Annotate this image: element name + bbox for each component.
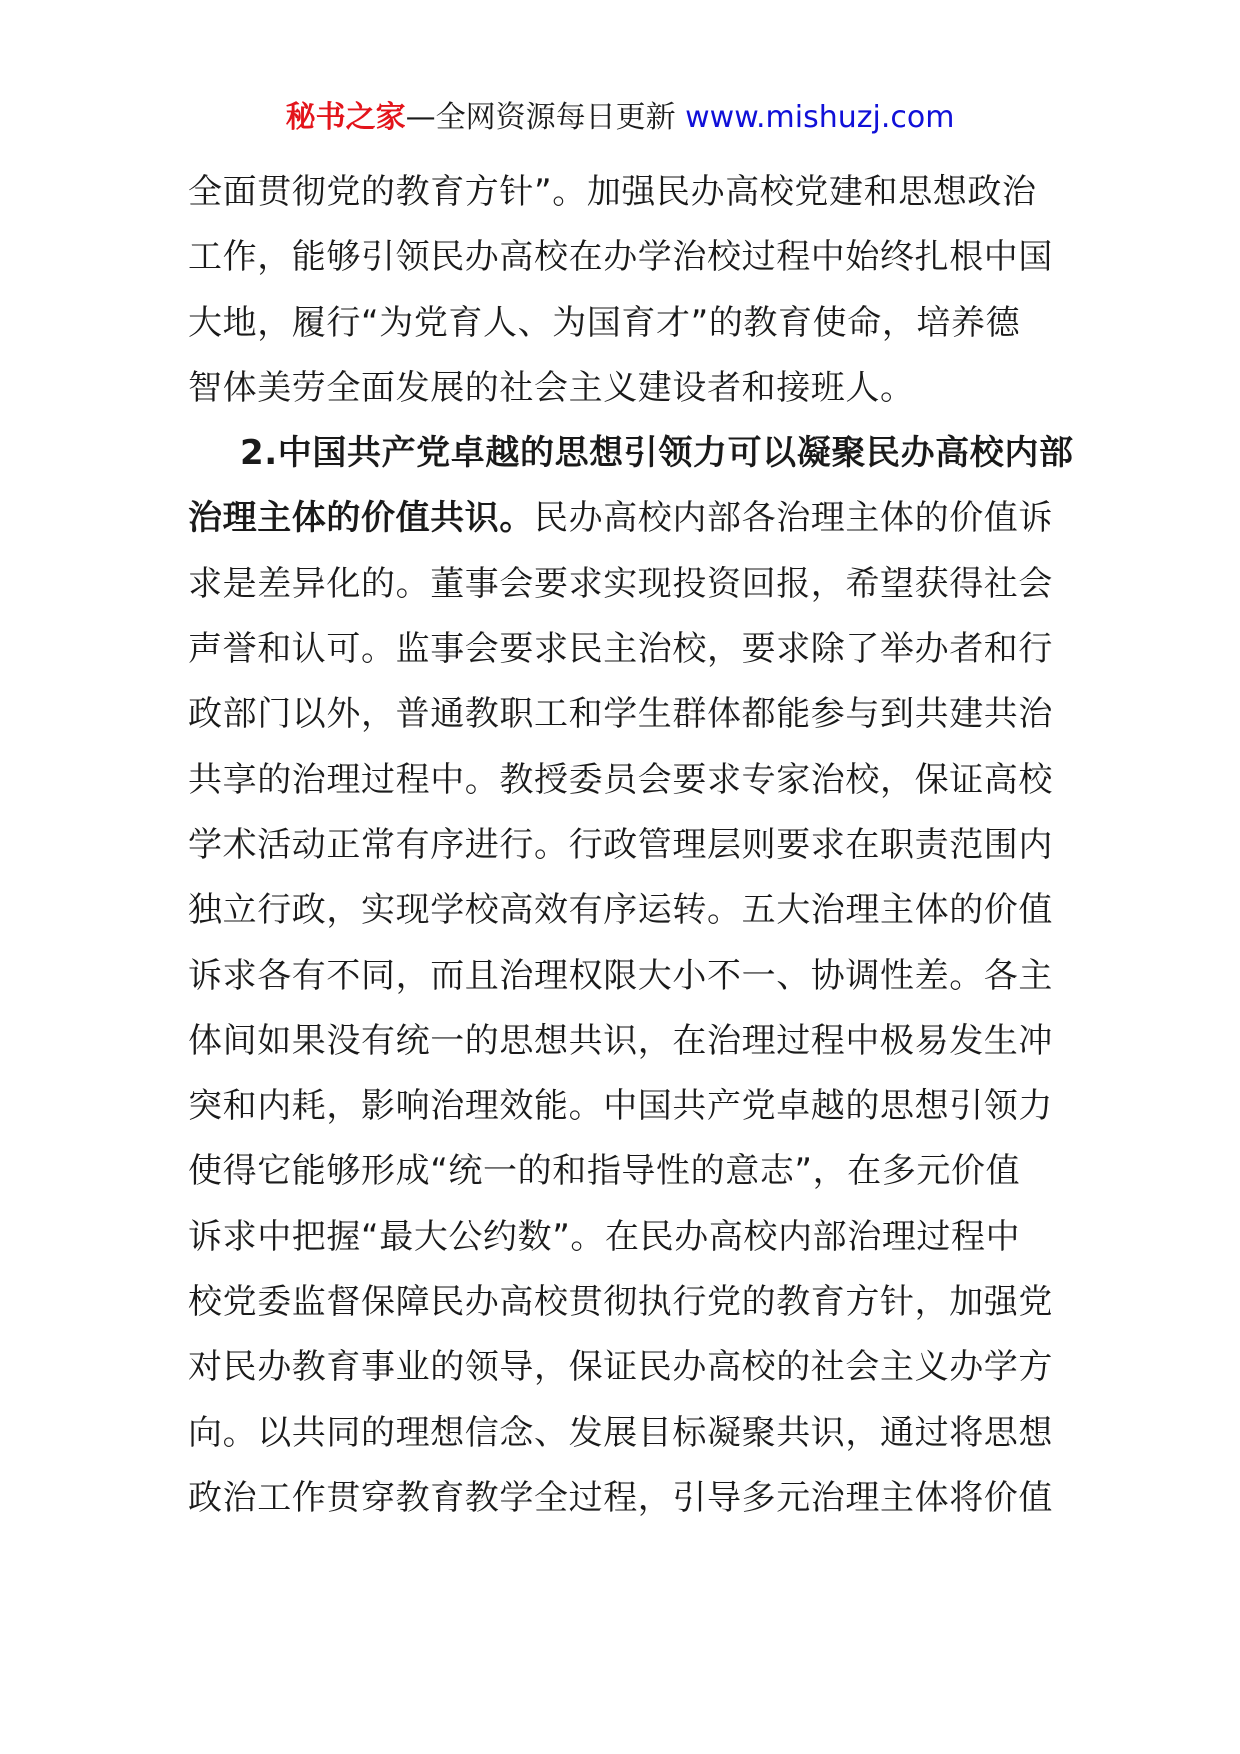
text-line: 政部门以外，普通教职工和学生群体都能参与到共建共治 xyxy=(188,694,1053,735)
text-line: 智体美劳全面发展的社会主义建设者和接班人。 xyxy=(188,367,915,408)
text-line: 独立行政，实现学校高效有序运转。五大治理主体的价值 xyxy=(188,890,1053,931)
header-tagline: —全网资源每日更新 xyxy=(405,100,676,135)
text-line: 共享的治理过程中。教授委员会要求专家治校，保证高校 xyxy=(188,759,1053,800)
text-line: 向。以共同的理想信念、发展目标凝聚共识，通过将思想 xyxy=(188,1412,1053,1453)
site-url-link[interactable]: www.mishuzj.com xyxy=(685,100,955,135)
page-header xyxy=(0,98,1240,138)
section-heading-end: 治理主体的价值共识。 xyxy=(188,498,534,539)
text-line: 全面贯彻党的教育方针”。加强民办高校党建和思想政治 xyxy=(188,172,1037,212)
text-line: 诉求各有不同，而且治理权限大小不一、协调性差。各主 xyxy=(188,955,1053,996)
brand-name: 秘书之家 xyxy=(285,100,406,135)
text-line: 体间如果没有统一的思想共识，在治理过程中极易发生冲 xyxy=(188,1020,1053,1061)
section-heading: 2.中国共产党卓越的思想引领力可以凝聚民办高校内部 xyxy=(240,433,1074,474)
text-line: 突和内耗，影响治理效能。中国共产党卓越的思想引领力 xyxy=(188,1086,1053,1127)
text-line: 学术活动正常有序进行。行政管理层则要求在职责范围内 xyxy=(188,824,1053,865)
text-line xyxy=(188,486,1058,551)
text-line: 声誉和认可。监事会要求民主治校，要求除了举办者和行 xyxy=(188,629,1053,670)
text-run: 民办高校内部各治理主体的价值诉 xyxy=(534,498,1053,539)
text-line: 诉求中把握“最大公约数”。在民办高校内部治理过程中 xyxy=(188,1216,1021,1257)
text-line: 求是差异化的。董事会要求实现投资回报，希望获得社会 xyxy=(188,563,1053,604)
text-line: 使得它能够形成“统一的和指导性的意志”，在多元价值 xyxy=(188,1151,1021,1192)
text-line: 政治工作贯穿教育教学全过程，引导多元治理主体将价值 xyxy=(188,1477,1053,1518)
paragraph-1 xyxy=(188,160,1058,421)
text-line: 大地，履行“为党育人、为国育才”的教育使命，培养德 xyxy=(188,302,1021,343)
text-line: 对民办教育事业的领导，保证民办高校的社会主义办学方 xyxy=(188,1347,1053,1388)
text-line: 校党委监督保障民办高校贯彻执行党的教育方针，加强党 xyxy=(188,1282,1053,1323)
paragraph-2 xyxy=(188,421,1074,1531)
document-body xyxy=(188,160,1074,1531)
text-line: 工作，能够引领民办高校在办学治校过程中始终扎根中国 xyxy=(188,237,1053,278)
